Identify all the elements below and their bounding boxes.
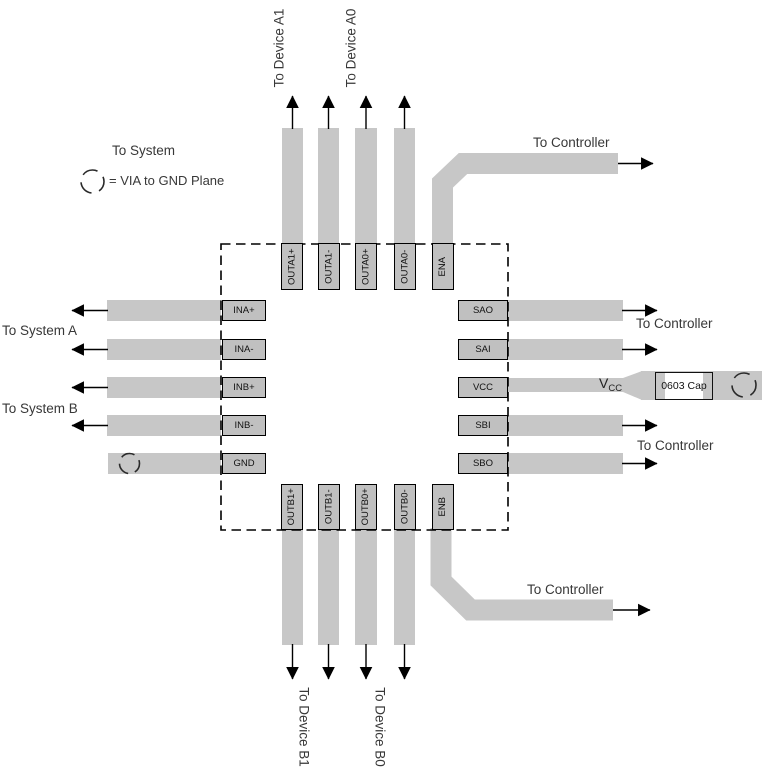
trace-sbo [508, 453, 623, 474]
label-to-system-b: To System B [2, 401, 78, 416]
pin-sbo-label: SBO [472, 457, 494, 469]
pin-outa0m-label: OUTA0- [399, 249, 411, 284]
trace-sbi [508, 415, 623, 436]
trace-inbm [107, 415, 221, 436]
pin-outb1p [281, 484, 303, 530]
pin-outb0m-label: OUTB0- [399, 489, 411, 525]
legend-via-icon [81, 170, 104, 193]
pin-enb-label: ENB [437, 497, 449, 517]
trace-outb1p [282, 530, 303, 645]
capacitor-0603 [655, 372, 713, 400]
trace-ena-bent [443, 164, 619, 247]
pin-outb0p [355, 484, 377, 530]
pin-sbo [458, 453, 508, 474]
pin-outb1m [318, 484, 340, 530]
pin-sao [458, 300, 508, 321]
trace-sao [508, 300, 623, 321]
trace-inap [107, 300, 221, 321]
pin-gnd [222, 453, 266, 474]
legend-to-system: To System [112, 143, 176, 158]
pin-inbm [222, 415, 266, 436]
label-to-system-a: To System A [2, 323, 78, 338]
pin-inbp-label: INB+ [233, 381, 255, 393]
trace-sai [508, 339, 623, 360]
pin-outa0p [355, 243, 377, 290]
label-to-device-a1: To Device A1 [271, 8, 287, 88]
pin-inap-label: INA+ [233, 304, 255, 316]
legend-via-note: = VIA to GND Plane [109, 173, 225, 188]
pin-inbp [222, 377, 266, 398]
pin-outa1m [318, 243, 340, 290]
pin-outb1m-label: OUTB1- [323, 489, 335, 525]
trace-outa0m [394, 128, 415, 245]
pin-sai [458, 339, 508, 360]
pin-ena-label: ENA [437, 256, 449, 277]
label-to-controller-ena: To Controller [533, 135, 610, 150]
pin-inap [222, 300, 266, 321]
trace-outb0p [355, 530, 377, 645]
label-to-device-a0: To Device A0 [343, 8, 359, 88]
pin-vcc-label: VCC [472, 381, 494, 393]
label-vcc-sub: CC [608, 383, 623, 394]
trace-vcc-taper [623, 371, 642, 400]
label-to-device-b0: To Device B0 [372, 687, 388, 767]
label-vcc [599, 376, 622, 394]
pin-sao-label: SAO [472, 304, 494, 316]
trace-inbp [107, 377, 221, 398]
trace-outa1p [282, 128, 303, 245]
trace-outa1m [318, 128, 339, 245]
pin-inbm-label: INB- [234, 419, 254, 431]
pin-ena [432, 243, 454, 290]
pin-sai-label: SAI [475, 343, 491, 355]
label-to-controller-sbo: To Controller [637, 438, 714, 453]
pin-sbi [458, 415, 508, 436]
label-to-device-b1: To Device B1 [296, 687, 312, 767]
trace-outa0p [355, 128, 377, 245]
label-to-controller-sao: To Controller [636, 316, 713, 331]
pin-outb1p-label: OUTB1+ [286, 488, 298, 526]
pin-outb0m [394, 484, 416, 530]
label-to-controller-enb: To Controller [527, 582, 604, 597]
pin-enb [432, 484, 454, 530]
pin-vcc [458, 377, 508, 398]
pin-inam-label: INA- [234, 343, 254, 355]
trace-outb0m [394, 530, 415, 645]
pin-outa0p-label: OUTA0+ [360, 248, 372, 285]
pin-outa1m-label: OUTA1- [323, 249, 335, 284]
capacitor-label: 0603 Cap [661, 379, 707, 392]
pin-sbi-label: SBI [475, 419, 491, 431]
trace-inam [107, 339, 221, 360]
label-vcc-main: V [599, 375, 609, 391]
pin-outb0p-label: OUTB0+ [360, 488, 372, 526]
pin-inam [222, 339, 266, 360]
pin-gnd-label: GND [233, 457, 255, 469]
trace-gnd [108, 453, 221, 474]
pin-outa1p [281, 243, 303, 290]
pin-outa0m [394, 243, 416, 290]
pin-outa1p-label: OUTA1+ [286, 248, 298, 285]
trace-outb1m [318, 530, 339, 645]
